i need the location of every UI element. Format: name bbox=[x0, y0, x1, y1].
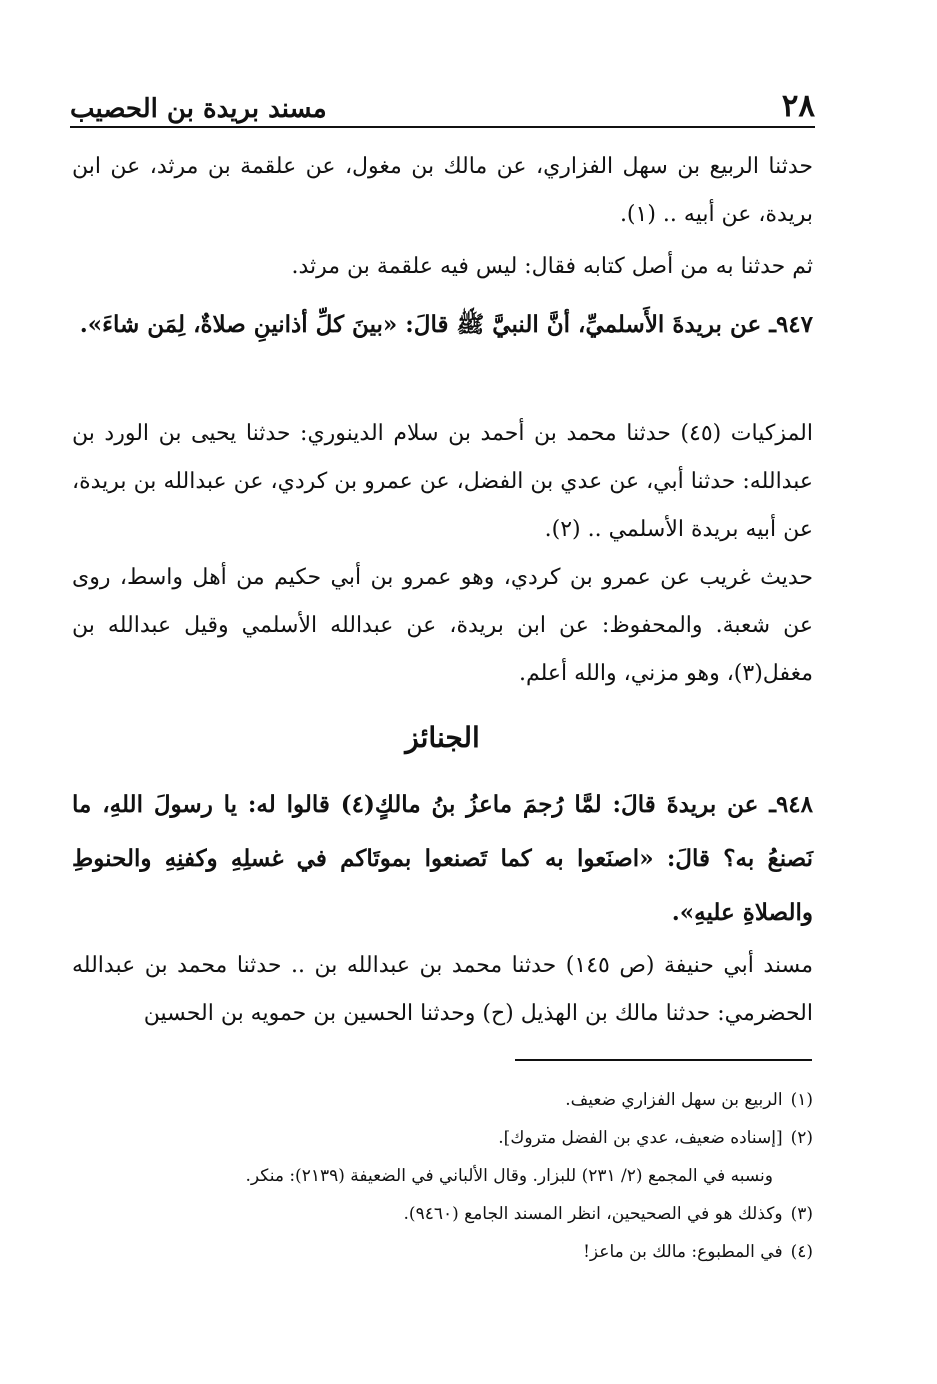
footnote-2 bbox=[72, 1122, 813, 1154]
paragraph-isnad-3: مسند أبي حنيفة (ص ١٤٥) حدثنا محمد بن عبدالله بن .. حدثنا محمد بن عبدالله الحضرمي: حدثنا مالك بن الهذيل (ح) وحدثنا الحسين بن حمويه بن الحسين bbox=[72, 953, 813, 1026]
page-header bbox=[70, 84, 815, 122]
header-rule bbox=[70, 126, 815, 128]
footnote-text: وكذلك هو في الصحيحين، انظر المسند الجامع (٩٤٦٠). bbox=[403, 1204, 783, 1224]
page-number: ٢٨ bbox=[781, 88, 815, 124]
paragraph-isnad-2: المزكيات (٤٥) حدثنا محمد بن أحمد بن سلام الدينوري: حدثنا يحيى بن الورد بن عبدالله: حدثنا أبي، عن عدي بن الفضل، عن عمرو بن كردي، عن عبدالله بن بريدة، عن أبيه بريدة الأسلمي .. (٢). bbox=[72, 421, 813, 542]
section-heading: الجنائز bbox=[405, 721, 480, 754]
hadith-947: ٩٤٧ـ عن بريدةَ الأَسلميِّ، أنَّ النبيَّ ﷺ قالَ: «بينَ كلِّ أذانينِ صلاةٌ، لِمَن شاءَ». bbox=[79, 311, 813, 338]
hadith-948: ٩٤٨ـ عن بريدةَ قالَ: لمَّا رُجمَ ماعزُ بنُ مالكٍ(٤) قالوا له: يا رسولَ اللهِ، ما نَصنعُ به؟ قالَ: «اصنَعوا به كما تَصنعوا بموتَاكم في غسلِهِ وكفنِهِ والحنوطِ والصلاةِ عليهِ». bbox=[72, 791, 814, 926]
paragraph-note-1: ثم حدثنا به من أصل كتابه فقال: ليس فيه علقمة بن مرثد. bbox=[291, 254, 813, 279]
footnote-number: (٤) bbox=[790, 1242, 813, 1262]
paragraph-isnad-1: حدثنا الربيع بن سهل الفزاري، عن مالك بن مغول، عن علقمة بن مرثد، عن ابن بريدة، عن أبيه .. (١). bbox=[72, 154, 813, 227]
footnote-3 bbox=[72, 1198, 813, 1230]
footnote-1 bbox=[72, 1084, 813, 1116]
footnote-number: (٢) bbox=[790, 1128, 813, 1148]
footnote-number: (١) bbox=[790, 1090, 813, 1110]
footnote-text: ونسبه في المجمع (٢/ ٢٣١) للبزار. وقال الألباني في الضعيفة (٢١٣٩): منكر. bbox=[245, 1166, 773, 1186]
footnote-text: [إسناده ضعيف، عدي بن الفضل متروك]. bbox=[498, 1128, 783, 1148]
footnote-text: في المطبوع: مالك بن ماعز! bbox=[583, 1242, 783, 1262]
paragraph-commentary: حديث غريب عن عمرو بن كردي، وهو عمرو بن أبي حكيم من أهل واسط، روى عن شعبة. والمحفوظ: عن ابن بريدة، عن عبدالله الأسلمي وقيل عبدالله بن مغفل(٣)، وهو مزني، والله أعلم. bbox=[72, 565, 813, 686]
footnote-number: (٣) bbox=[790, 1204, 813, 1224]
footnote-2-continued bbox=[72, 1160, 813, 1192]
footnote-rule bbox=[515, 1059, 812, 1061]
footnote-text: الربيع بن سهل الفزاري ضعيف. bbox=[565, 1090, 783, 1110]
running-title: مسند بريدة بن الحصيب bbox=[70, 94, 327, 124]
footnote-4 bbox=[72, 1236, 813, 1268]
